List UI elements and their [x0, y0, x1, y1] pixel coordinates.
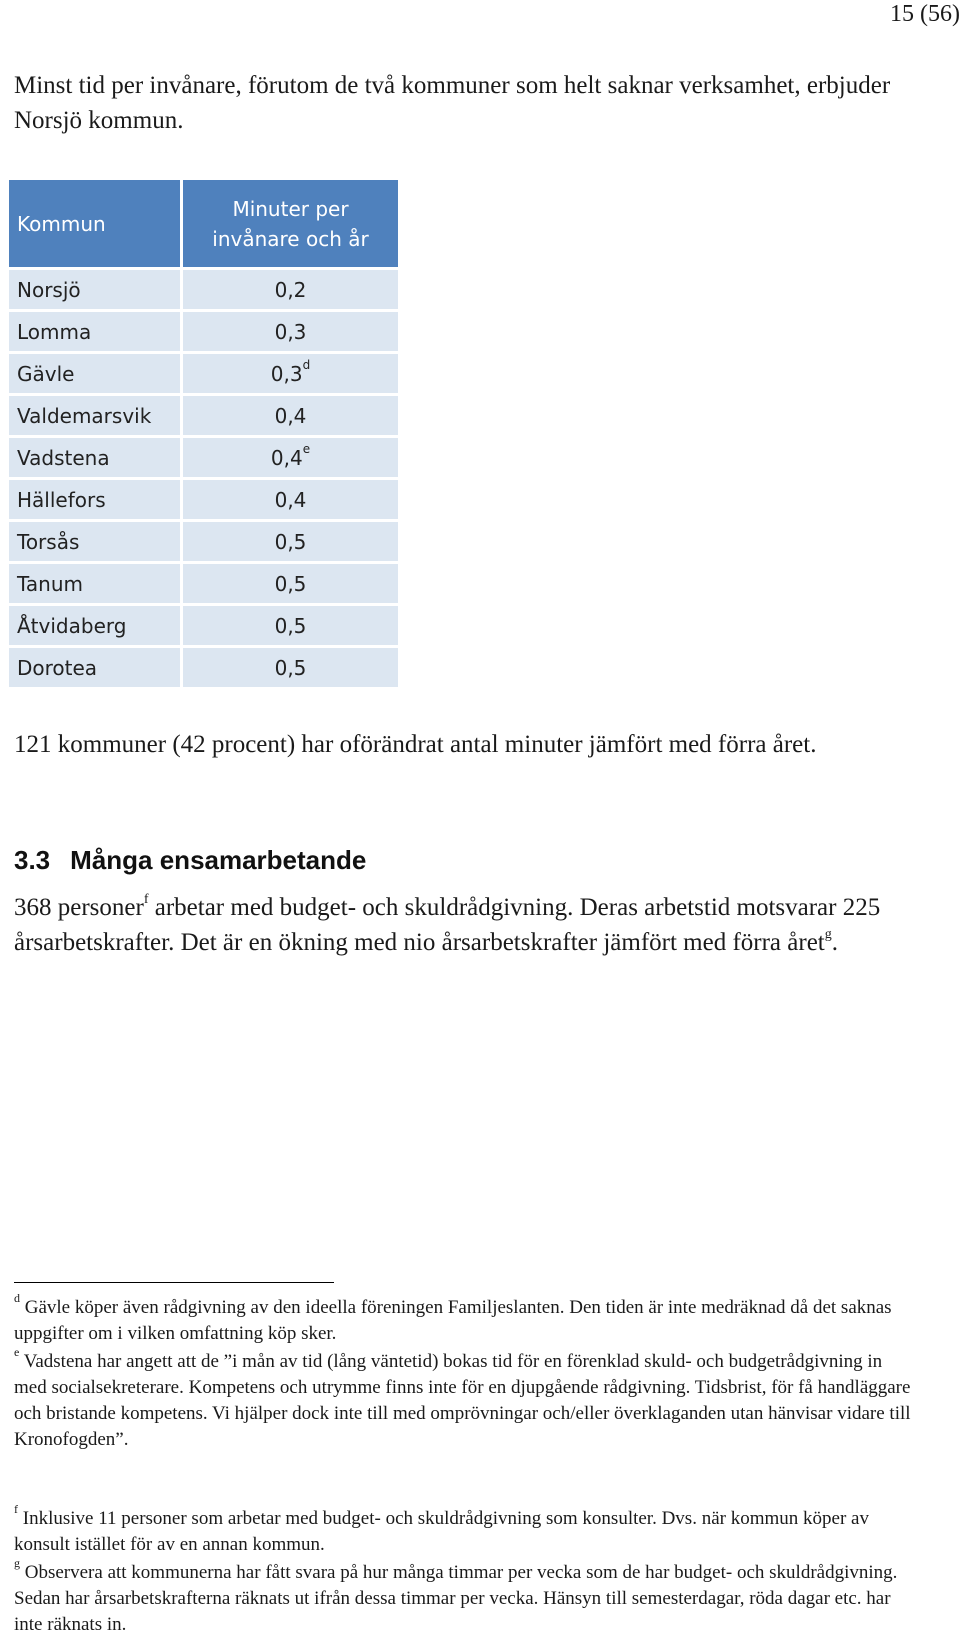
kommun-cell: Lomma — [9, 312, 180, 351]
value-cell — [183, 606, 398, 645]
table-row — [9, 270, 398, 309]
footnote-ref-g: g — [824, 926, 832, 942]
value-text: 0,5 — [274, 655, 307, 680]
column-header-minuter — [183, 180, 398, 267]
footnote-mark: g — [14, 1555, 20, 1570]
value-text: 0,5 — [274, 529, 307, 554]
minutes-per-resident-table — [6, 177, 401, 690]
value-cell — [183, 522, 398, 561]
value-text: 0,3 — [274, 319, 307, 344]
value-cell — [183, 354, 398, 393]
value-cell — [183, 396, 398, 435]
footnote-d — [14, 1290, 914, 1347]
value-text: 0,5 — [274, 613, 307, 638]
summary-paragraph: 121 kommuner (42 procent) har oförändrat antal minuter jämfört med förra året. — [14, 731, 817, 758]
table-row — [9, 648, 398, 687]
section-text-part3: . — [831, 929, 838, 956]
value-text: 0,2 — [274, 277, 307, 302]
value-cell — [183, 438, 398, 477]
kommun-cell: Åtvidaberg — [9, 606, 180, 645]
footnote-g — [14, 1555, 914, 1638]
table-row — [9, 354, 398, 393]
kommun-cell: Gävle — [9, 354, 180, 393]
table-header-row — [9, 180, 398, 267]
value-text: 0,4 — [274, 403, 307, 428]
table-row — [9, 312, 398, 351]
value-text: 0,5 — [274, 571, 307, 596]
footnote-ref: d — [302, 357, 311, 372]
table-row — [9, 480, 398, 519]
footnote-text: Gävle köper även rådgivning av den ideella föreningen Familjeslanten. Den tiden är inte medräknad då det saknas uppgifter om i vilken omfattning köp sker. — [14, 1297, 892, 1344]
kommun-cell: Vadstena — [9, 438, 180, 477]
kommun-cell: Dorotea — [9, 648, 180, 687]
section-paragraph — [14, 890, 914, 960]
value-cell — [183, 564, 398, 603]
kommun-cell: Torsås — [9, 522, 180, 561]
value-cell — [183, 312, 398, 351]
footnote-mark: d — [14, 1290, 20, 1305]
footnote-f — [14, 1501, 914, 1558]
table-row — [9, 606, 398, 645]
value-cell — [183, 270, 398, 309]
kommun-cell: Valdemarsvik — [9, 396, 180, 435]
footnote-text: Vadstena har angett att de ”i mån av tid (lång väntetid) bokas tid för en förenklad skuld- och budgetrådgivning in med socialsekreterare. Kompetens och utrymme finns inte för en djupgående rådgivning. Tidsbrist, för få handläggare och bristande kompetens. Vi hjälper dock inte till med omprövningar och/eller överklaganden utan hänvisar vidare till Kronofogden”. — [14, 1351, 911, 1450]
column-header-minuter-line1: Minuter per — [232, 196, 349, 221]
value-text: 0,3 — [270, 361, 303, 386]
page-number: 15 (56) — [890, 1, 960, 27]
kommun-cell: Norsjö — [9, 270, 180, 309]
column-header-kommun: Kommun — [9, 180, 180, 267]
section-heading — [14, 845, 366, 875]
section-title: Många ensamarbetande — [70, 845, 367, 875]
value-cell — [183, 648, 398, 687]
column-header-minuter-line2: invånare och år — [212, 226, 369, 251]
value-cell — [183, 480, 398, 519]
value-text: 0,4 — [270, 445, 303, 470]
footnote-text: Inklusive 11 personer som arbetar med budget- och skuldrådgivning som konsulter. Dvs. när kommun köper av konsult istället för av en annan kommun. — [14, 1508, 869, 1555]
table-row — [9, 522, 398, 561]
section-number: 3.3 — [14, 845, 51, 875]
footnote-e — [14, 1344, 914, 1453]
table-row — [9, 564, 398, 603]
footnote-ref: e — [302, 441, 311, 456]
kommun-cell: Tanum — [9, 564, 180, 603]
table-row — [9, 396, 398, 435]
intro-paragraph: Minst tid per invånare, förutom de två kommuner som helt saknar verksamhet, erbjuder Norsjö kommun. — [14, 72, 891, 134]
footnote-text: Observera att kommunerna har fått svara på hur många timmar per vecka som de har budget- och skuldrådgivning. Sedan har årsarbetskrafterna räknats ut ifrån dessa timmar per vecka. Hänsyn till semesterdagar, röda dagar etc. har inte räknats in. — [14, 1562, 898, 1635]
value-text: 0,4 — [274, 487, 307, 512]
table-row — [9, 438, 398, 477]
section-text-part1: 368 personer — [14, 894, 144, 921]
footnote-divider — [14, 1282, 334, 1283]
section-text-part2: arbetar med budget- och skuldrådgivning. Deras arbetstid motsvarar 225 årsarbetskrafter. Det är en ökning med nio årsarbetskrafter jämfört med förra året — [14, 894, 881, 956]
footnote-ref-f: f — [143, 891, 149, 907]
kommun-cell: Hällefors — [9, 480, 180, 519]
footnote-mark: f — [14, 1501, 18, 1516]
footnote-mark: e — [14, 1344, 20, 1359]
